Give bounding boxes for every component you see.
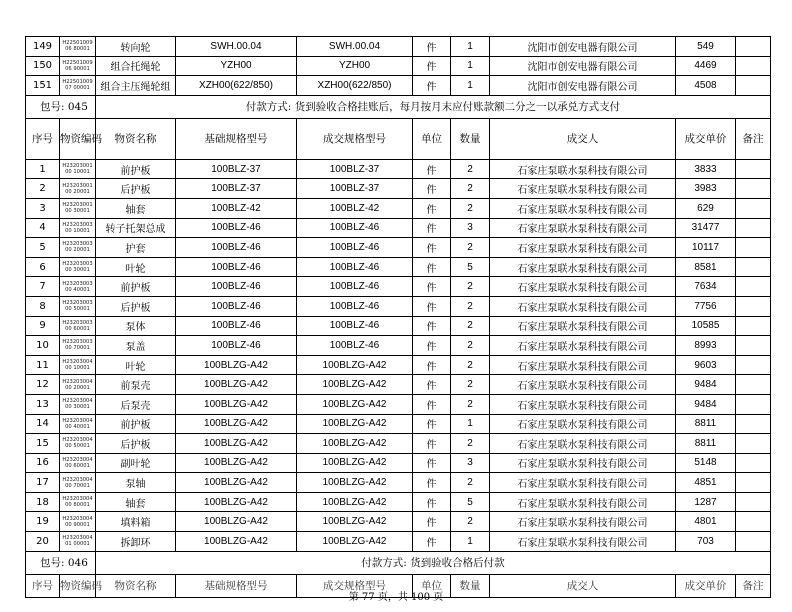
- table-row: [26, 56, 771, 76]
- remark: [736, 473, 771, 493]
- quantity: 2: [451, 159, 490, 179]
- material-name: 泵体: [96, 316, 176, 336]
- header-name: 物资名称: [96, 118, 176, 159]
- unit-price: 8811: [676, 414, 736, 434]
- unit: 件: [413, 238, 451, 258]
- material-name: 副叶轮: [96, 453, 176, 473]
- header-deal-spec: 成交规格型号: [297, 118, 413, 159]
- base-spec: 100BLZ-46: [176, 257, 297, 277]
- procurement-table-sheet: [25, 36, 770, 598]
- remark: [736, 532, 771, 552]
- dealer-name: 石家庄泵联水泵科技有限公司: [490, 257, 676, 277]
- table-row: [26, 473, 771, 493]
- material-code: H2320300400 20001: [60, 375, 96, 395]
- table-row: [26, 159, 771, 179]
- header-note: 备注: [736, 574, 771, 597]
- unit: 件: [413, 296, 451, 316]
- deal-spec: SWH.00.04: [297, 37, 413, 57]
- material-code: H2320300401 00001: [60, 532, 96, 552]
- dealer-name: 石家庄泵联水泵科技有限公司: [490, 296, 676, 316]
- material-name: 叶轮: [96, 257, 176, 277]
- material-name: 轴套: [96, 198, 176, 218]
- remark: [736, 277, 771, 297]
- unit-price: 7756: [676, 296, 736, 316]
- material-name: 后护板: [96, 434, 176, 454]
- row-seq: 9: [26, 316, 60, 336]
- unit-price: 549: [676, 37, 736, 57]
- base-spec: SWH.00.04: [176, 37, 297, 57]
- material-code: H2320300300 50001: [60, 296, 96, 316]
- material-name: 拆卸环: [96, 532, 176, 552]
- material-name: 轴套: [96, 492, 176, 512]
- dealer-name: 石家庄泵联水泵科技有限公司: [490, 316, 676, 336]
- deal-spec: 100BLZG-A42: [297, 414, 413, 434]
- unit: 件: [413, 76, 451, 96]
- unit: 件: [413, 257, 451, 277]
- base-spec: 100BLZG-A42: [176, 492, 297, 512]
- deal-spec: 100BLZG-A42: [297, 512, 413, 532]
- table-row: [26, 198, 771, 218]
- deal-spec: YZH00: [297, 56, 413, 76]
- deal-spec: 100BLZ-46: [297, 296, 413, 316]
- table-row: [26, 76, 771, 96]
- remark: [736, 37, 771, 57]
- dealer-name: 石家庄泵联水泵科技有限公司: [490, 473, 676, 493]
- unit: 件: [413, 336, 451, 356]
- material-code: H2320300400 60001: [60, 453, 96, 473]
- header-seq: 序号: [26, 118, 60, 159]
- row-seq: 18: [26, 492, 60, 512]
- base-spec: 100BLZ-46: [176, 277, 297, 297]
- unit: 件: [413, 453, 451, 473]
- base-spec: 100BLZ-46: [176, 218, 297, 238]
- table-row: [26, 434, 771, 454]
- quantity: 2: [451, 355, 490, 375]
- dealer-name: 石家庄泵联水泵科技有限公司: [490, 375, 676, 395]
- unit: 件: [413, 355, 451, 375]
- dealer-name: 石家庄泵联水泵科技有限公司: [490, 159, 676, 179]
- unit-price: 629: [676, 198, 736, 218]
- remark: [736, 434, 771, 454]
- header-spec: 基础规格型号: [176, 574, 297, 597]
- table-row: [26, 532, 771, 552]
- quantity: 2: [451, 277, 490, 297]
- remark: [736, 492, 771, 512]
- unit: 件: [413, 277, 451, 297]
- remark: [736, 56, 771, 76]
- header-unit: 单位: [413, 574, 451, 597]
- table-row: [26, 414, 771, 434]
- row-seq: 19: [26, 512, 60, 532]
- quantity: 1: [451, 56, 490, 76]
- material-name: 填料箱: [96, 512, 176, 532]
- material-name: 后护板: [96, 179, 176, 199]
- base-spec: 100BLZ-46: [176, 336, 297, 356]
- row-seq: 3: [26, 198, 60, 218]
- row-seq: 149: [26, 37, 60, 57]
- table-header-row: [26, 118, 771, 159]
- table-row: [26, 316, 771, 336]
- remark: [736, 296, 771, 316]
- remark: [736, 394, 771, 414]
- row-seq: 20: [26, 532, 60, 552]
- remark: [736, 198, 771, 218]
- material-name: 后泵壳: [96, 394, 176, 414]
- unit-price: 10585: [676, 316, 736, 336]
- base-spec: 100BLZ-46: [176, 296, 297, 316]
- table-row: [26, 512, 771, 532]
- row-seq: 7: [26, 277, 60, 297]
- header-qty: 数量: [451, 574, 490, 597]
- row-seq: 15: [26, 434, 60, 454]
- material-name: 组合托绳轮: [96, 56, 176, 76]
- dealer-name: 石家庄泵联水泵科技有限公司: [490, 355, 676, 375]
- material-code: H2320300100 20001: [60, 179, 96, 199]
- header-note: 备注: [736, 118, 771, 159]
- unit: 件: [413, 532, 451, 552]
- material-code: H2320300300 70001: [60, 336, 96, 356]
- row-seq: 10: [26, 336, 60, 356]
- header-deal-spec: 成交规格型号: [297, 574, 413, 597]
- unit: 件: [413, 512, 451, 532]
- unit: 件: [413, 375, 451, 395]
- base-spec: 100BLZG-A42: [176, 414, 297, 434]
- unit-price: 10117: [676, 238, 736, 258]
- unit-price: 1287: [676, 492, 736, 512]
- header-price: 成交单价: [676, 118, 736, 159]
- unit-price: 8581: [676, 257, 736, 277]
- material-code: H2320300400 50001: [60, 434, 96, 454]
- deal-spec: 100BLZ-46: [297, 336, 413, 356]
- material-name: 泵盖: [96, 336, 176, 356]
- unit-price: 4851: [676, 473, 736, 493]
- table-row: [26, 37, 771, 57]
- row-seq: 151: [26, 76, 60, 96]
- remark: [736, 179, 771, 199]
- row-seq: 6: [26, 257, 60, 277]
- quantity: 1: [451, 37, 490, 57]
- unit-price: 5148: [676, 453, 736, 473]
- dealer-name: 石家庄泵联水泵科技有限公司: [490, 198, 676, 218]
- deal-spec: 100BLZG-A42: [297, 473, 413, 493]
- deal-spec: 100BLZ-37: [297, 159, 413, 179]
- material-code: H2320300400 40001: [60, 414, 96, 434]
- payment-terms: 付款方式: 货到验收合格后付款: [96, 551, 771, 574]
- dealer-name: 石家庄泵联水泵科技有限公司: [490, 238, 676, 258]
- material-code: H2320300300 60001: [60, 316, 96, 336]
- unit-price: 703: [676, 532, 736, 552]
- deal-spec: 100BLZ-46: [297, 238, 413, 258]
- unit: 件: [413, 434, 451, 454]
- unit-price: 4801: [676, 512, 736, 532]
- deal-spec: 100BLZ-46: [297, 316, 413, 336]
- quantity: 2: [451, 375, 490, 395]
- unit: 件: [413, 492, 451, 512]
- header-code: 物资编码: [60, 574, 96, 597]
- material-code: H2250100906 80001: [60, 37, 96, 57]
- material-name: 护套: [96, 238, 176, 258]
- table-row: [26, 355, 771, 375]
- unit-price: 9484: [676, 375, 736, 395]
- unit: 件: [413, 37, 451, 57]
- dealer-name: 石家庄泵联水泵科技有限公司: [490, 336, 676, 356]
- base-spec: 100BLZ-46: [176, 238, 297, 258]
- material-name: 前护板: [96, 277, 176, 297]
- remark: [736, 257, 771, 277]
- row-seq: 5: [26, 238, 60, 258]
- header-qty: 数量: [451, 118, 490, 159]
- dealer-name: 石家庄泵联水泵科技有限公司: [490, 414, 676, 434]
- material-code: H2320300100 30001: [60, 198, 96, 218]
- table-row: [26, 492, 771, 512]
- dealer-name: 石家庄泵联水泵科技有限公司: [490, 492, 676, 512]
- base-spec: 100BLZG-A42: [176, 355, 297, 375]
- quantity: 3: [451, 453, 490, 473]
- unit: 件: [413, 218, 451, 238]
- unit-price: 8811: [676, 434, 736, 454]
- material-name: 叶轮: [96, 355, 176, 375]
- quantity: 1: [451, 76, 490, 96]
- material-code: H2320300400 90001: [60, 512, 96, 532]
- header-name: 物资名称: [96, 574, 176, 597]
- material-name: 后护板: [96, 296, 176, 316]
- header-code: 物资编码: [60, 118, 96, 159]
- unit: 件: [413, 394, 451, 414]
- quantity: 2: [451, 179, 490, 199]
- material-name: 泵轴: [96, 473, 176, 493]
- unit-price: 3833: [676, 159, 736, 179]
- deal-spec: 100BLZG-A42: [297, 532, 413, 552]
- unit: 件: [413, 473, 451, 493]
- unit-price: 3983: [676, 179, 736, 199]
- quantity: 2: [451, 473, 490, 493]
- remark: [736, 76, 771, 96]
- dealer-name: 石家庄泵联水泵科技有限公司: [490, 434, 676, 454]
- table-row: [26, 179, 771, 199]
- material-code: H2320300300 30001: [60, 257, 96, 277]
- page-footer: 第 77 页，共 100 页: [348, 592, 444, 603]
- row-seq: 14: [26, 414, 60, 434]
- unit: 件: [413, 414, 451, 434]
- deal-spec: 100BLZG-A42: [297, 434, 413, 454]
- quantity: 5: [451, 492, 490, 512]
- dealer-name: 石家庄泵联水泵科技有限公司: [490, 532, 676, 552]
- header-unit: 单位: [413, 118, 451, 159]
- base-spec: 100BLZ-37: [176, 159, 297, 179]
- row-seq: 150: [26, 56, 60, 76]
- header-seq: 序号: [26, 574, 60, 597]
- base-spec: 100BLZG-A42: [176, 375, 297, 395]
- row-seq: 2: [26, 179, 60, 199]
- unit-price: 4508: [676, 76, 736, 96]
- remark: [736, 316, 771, 336]
- unit: 件: [413, 179, 451, 199]
- table-row: [26, 336, 771, 356]
- dealer-name: 沈阳市创安电器有限公司: [490, 76, 676, 96]
- unit: 件: [413, 316, 451, 336]
- deal-spec: 100BLZ-46: [297, 277, 413, 297]
- table-row: [26, 375, 771, 395]
- quantity: 1: [451, 414, 490, 434]
- deal-spec: 100BLZG-A42: [297, 492, 413, 512]
- quantity: 5: [451, 257, 490, 277]
- quantity: 3: [451, 218, 490, 238]
- table-row: [26, 238, 771, 258]
- base-spec: 100BLZG-A42: [176, 394, 297, 414]
- unit-price: 8993: [676, 336, 736, 356]
- material-code: H2320300400 80001: [60, 492, 96, 512]
- base-spec: 100BLZG-A42: [176, 532, 297, 552]
- base-spec: 100BLZG-A42: [176, 473, 297, 493]
- unit: 件: [413, 56, 451, 76]
- remark: [736, 512, 771, 532]
- table-row: [26, 218, 771, 238]
- header-dealer: 成交人: [490, 574, 676, 597]
- dealer-name: 石家庄泵联水泵科技有限公司: [490, 394, 676, 414]
- unit: 件: [413, 198, 451, 218]
- table-row: [26, 394, 771, 414]
- remark: [736, 159, 771, 179]
- row-seq: 13: [26, 394, 60, 414]
- quantity: 2: [451, 434, 490, 454]
- table-row: [26, 277, 771, 297]
- package-row-046: [26, 551, 771, 574]
- payment-terms: 付款方式: 货到验收合格挂账后，每月按月末应付账款额二分之一以承兑方式支付: [96, 95, 771, 118]
- row-seq: 17: [26, 473, 60, 493]
- material-code: H2250100907 00001: [60, 76, 96, 96]
- deal-spec: 100BLZG-A42: [297, 355, 413, 375]
- material-code: H2320300300 10001: [60, 218, 96, 238]
- material-code: H2320300300 40001: [60, 277, 96, 297]
- material-name: 转子托架总成: [96, 218, 176, 238]
- quantity: 2: [451, 198, 490, 218]
- row-seq: 8: [26, 296, 60, 316]
- remark: [736, 355, 771, 375]
- deal-spec: 100BLZG-A42: [297, 375, 413, 395]
- dealer-name: 沈阳市创安电器有限公司: [490, 56, 676, 76]
- unit-price: 9484: [676, 394, 736, 414]
- unit-price: 31477: [676, 218, 736, 238]
- unit-price: 7634: [676, 277, 736, 297]
- base-spec: 100BLZG-A42: [176, 453, 297, 473]
- procurement-table: [25, 36, 771, 598]
- remark: [736, 375, 771, 395]
- deal-spec: XZH00(622/850): [297, 76, 413, 96]
- unit-price: 9603: [676, 355, 736, 375]
- material-code: H2250100906 90001: [60, 56, 96, 76]
- row-seq: 1: [26, 159, 60, 179]
- base-spec: 100BLZG-A42: [176, 512, 297, 532]
- base-spec: 100BLZ-42: [176, 198, 297, 218]
- deal-spec: 100BLZG-A42: [297, 453, 413, 473]
- material-code: H2320300300 20001: [60, 238, 96, 258]
- material-code: H2320300400 70001: [60, 473, 96, 493]
- dealer-name: 石家庄泵联水泵科技有限公司: [490, 179, 676, 199]
- quantity: 2: [451, 394, 490, 414]
- base-spec: 100BLZ-46: [176, 316, 297, 336]
- deal-spec: 100BLZ-37: [297, 179, 413, 199]
- base-spec: XZH00(622/850): [176, 76, 297, 96]
- dealer-name: 石家庄泵联水泵科技有限公司: [490, 277, 676, 297]
- material-name: 转向轮: [96, 37, 176, 57]
- deal-spec: 100BLZ-42: [297, 198, 413, 218]
- row-seq: 4: [26, 218, 60, 238]
- header-price: 成交单价: [676, 574, 736, 597]
- material-code: H2320300400 10001: [60, 355, 96, 375]
- table-row: [26, 257, 771, 277]
- base-spec: 100BLZG-A42: [176, 434, 297, 454]
- quantity: 2: [451, 336, 490, 356]
- remark: [736, 336, 771, 356]
- material-name: 组合主压绳轮组: [96, 76, 176, 96]
- remark: [736, 218, 771, 238]
- quantity: 2: [451, 316, 490, 336]
- unit-price: 4469: [676, 56, 736, 76]
- base-spec: YZH00: [176, 56, 297, 76]
- material-code: H2320300100 10001: [60, 159, 96, 179]
- quantity: 2: [451, 238, 490, 258]
- header-spec: 基础规格型号: [176, 118, 297, 159]
- deal-spec: 100BLZ-46: [297, 257, 413, 277]
- material-name: 前护板: [96, 414, 176, 434]
- deal-spec: 100BLZG-A42: [297, 394, 413, 414]
- table-row: [26, 453, 771, 473]
- dealer-name: 石家庄泵联水泵科技有限公司: [490, 218, 676, 238]
- row-seq: 12: [26, 375, 60, 395]
- deal-spec: 100BLZ-46: [297, 218, 413, 238]
- material-name: 前泵壳: [96, 375, 176, 395]
- quantity: 1: [451, 532, 490, 552]
- table-row: [26, 296, 771, 316]
- quantity: 2: [451, 296, 490, 316]
- row-seq: 11: [26, 355, 60, 375]
- remark: [736, 453, 771, 473]
- dealer-name: 石家庄泵联水泵科技有限公司: [490, 512, 676, 532]
- package-number: 包号: 046: [26, 551, 96, 574]
- quantity: 2: [451, 512, 490, 532]
- package-number: 包号: 045: [26, 95, 96, 118]
- package-row-045: [26, 95, 771, 118]
- remark: [736, 414, 771, 434]
- base-spec: 100BLZ-37: [176, 179, 297, 199]
- header-dealer: 成交人: [490, 118, 676, 159]
- dealer-name: 沈阳市创安电器有限公司: [490, 37, 676, 57]
- row-seq: 16: [26, 453, 60, 473]
- dealer-name: 石家庄泵联水泵科技有限公司: [490, 453, 676, 473]
- material-code: H2320300400 30001: [60, 394, 96, 414]
- material-name: 前护板: [96, 159, 176, 179]
- remark: [736, 238, 771, 258]
- unit: 件: [413, 159, 451, 179]
